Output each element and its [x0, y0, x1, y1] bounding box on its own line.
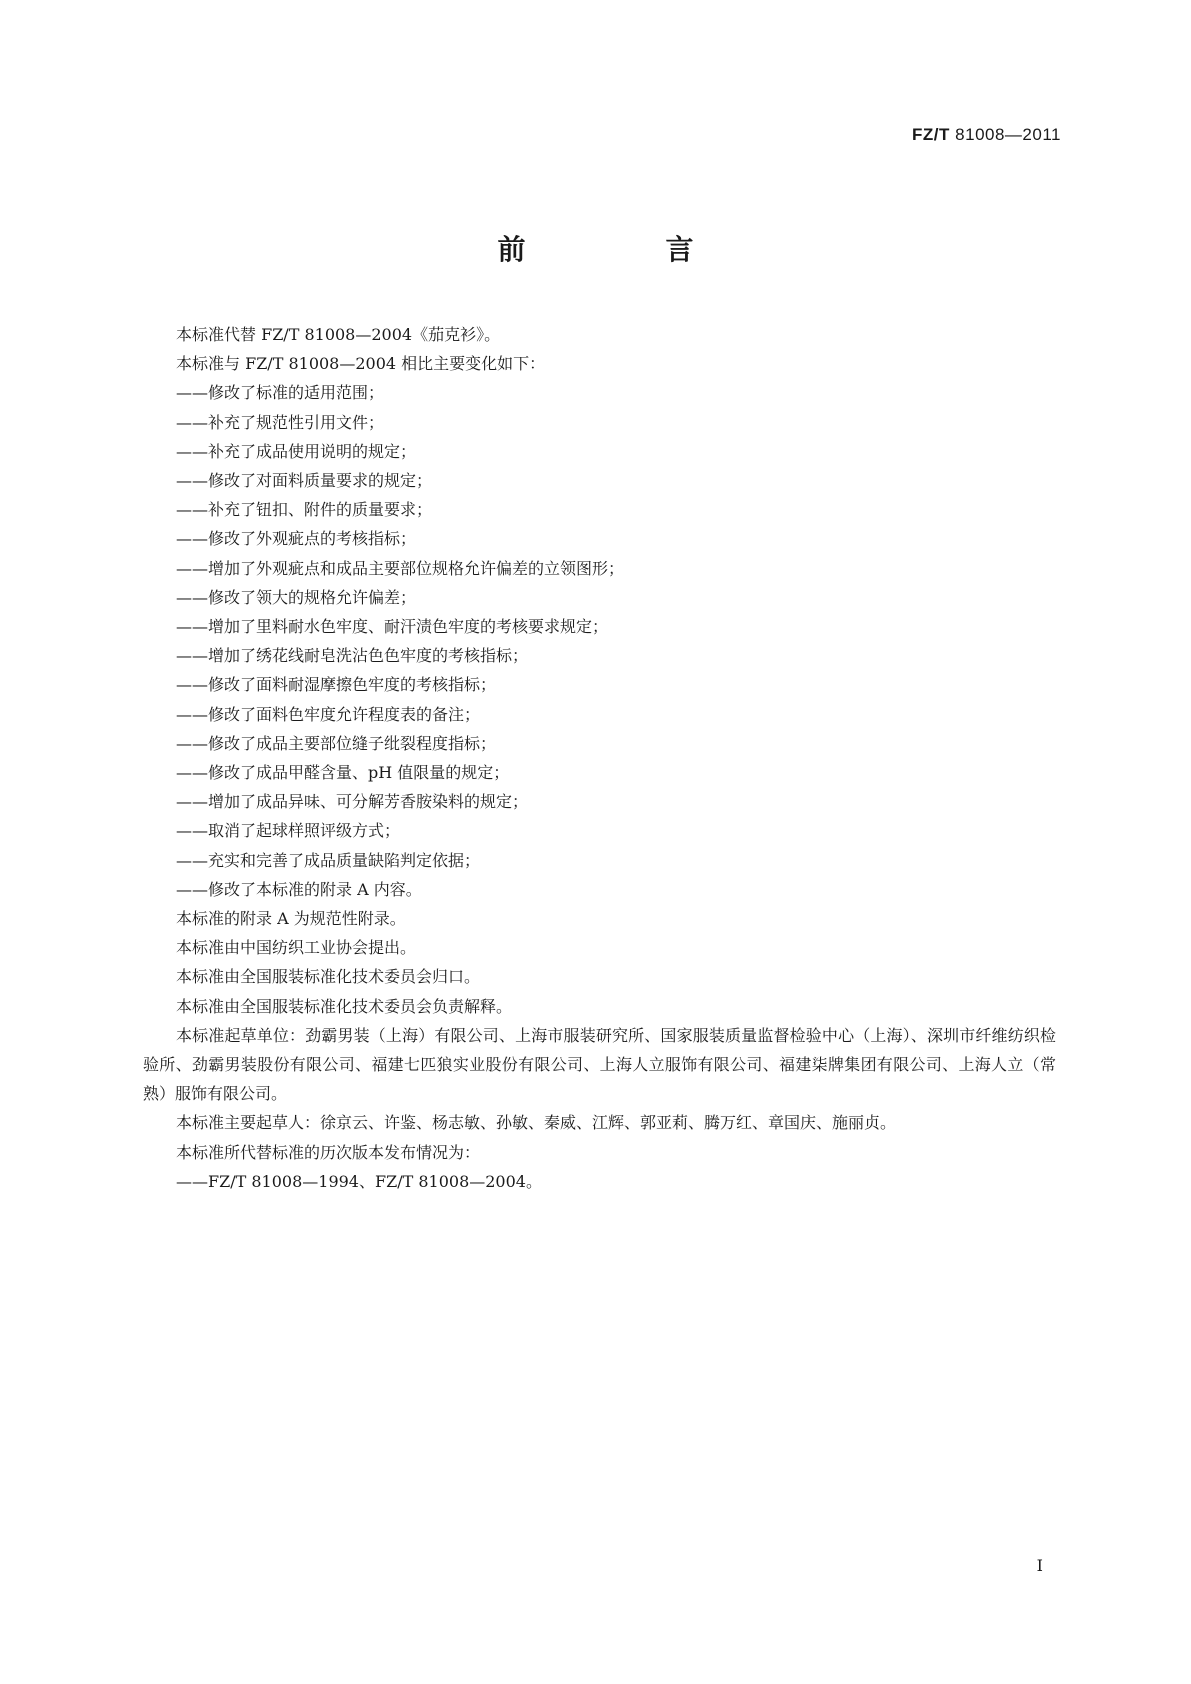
document-code-prefix: FZ/T — [912, 125, 950, 144]
list-item: ——修改了本标准的附录 A 内容。 — [176, 879, 422, 899]
replacement-statement: 本标准代替 FZ/T 81008—2004《茄克衫》。 — [176, 325, 501, 344]
list-item: ——修改了对面料质量要求的规定； — [176, 471, 433, 491]
page-number: I — [1036, 1556, 1043, 1575]
changes-intro: 本标准与 FZ/T 81008—2004 相比主要变化如下： — [176, 354, 546, 374]
foreword-body — [143, 320, 1056, 1196]
list-item: ——修改了成品主要部位缝子纰裂程度指标； — [176, 733, 497, 753]
list-item: ——修改了面料色牢度允许程度表的备注； — [176, 704, 481, 724]
list-item: ——修改了面料耐湿摩擦色牢度的考核指标； — [176, 675, 497, 695]
list-item: ——增加了成品异味、可分解芳香胺染料的规定； — [176, 792, 529, 812]
list-item: ——修改了外观疵点的考核指标； — [176, 529, 417, 549]
changes-list — [176, 378, 1056, 904]
drafters: 本标准主要起草人：徐京云、许鉴、杨志敏、孙敏、秦威、江辉、郭亚莉、腾万红、章国庆、施丽贞。 — [176, 1113, 897, 1133]
document-code — [912, 125, 1061, 145]
list-item: ——补充了规范性引用文件； — [176, 412, 385, 432]
list-item: ——增加了绣花线耐皂洗沾色色牢度的考核指标； — [176, 646, 529, 666]
list-item: ——增加了里料耐水色牢度、耐汗渍色牢度的考核要求规定； — [176, 617, 609, 637]
page-title: 前 言 — [497, 233, 750, 266]
appendix-statement: 本标准的附录 A 为规范性附录。 — [176, 909, 406, 929]
history-intro: 本标准所代替标准的历次版本发布情况为： — [176, 1142, 481, 1162]
list-item: ——修改了成品甲醛含量、pH 值限量的规定； — [176, 763, 510, 783]
list-item: ——取消了起球样照评级方式； — [176, 821, 401, 841]
jurisdiction-statement: 本标准由全国服装标准化技术委员会归口。 — [176, 967, 481, 987]
drafting-units: 本标准起草单位：劲霸男装（上海）有限公司、上海市服装研究所、国家服装质量监督检验中心（上海）、深圳市纤维纺织检验所、劲霸男装股份有限公司、福建七匹狼实业股份有限公司、上海人立服饰有限公司、福建柒牌集团有限公司、上海人立（常熟）服饰有限公司。 — [143, 1025, 1056, 1104]
document-code-number: 81008—2011 — [955, 125, 1061, 144]
proposer-statement: 本标准由中国纺织工业协会提出。 — [176, 938, 417, 958]
history-item: ——FZ/T 81008—1994、FZ/T 81008—2004。 — [176, 1171, 542, 1191]
list-item: ——修改了标准的适用范围； — [176, 383, 385, 403]
list-item: ——补充了钮扣、附件的质量要求； — [176, 500, 433, 520]
list-item: ——修改了领大的规格允许偏差； — [176, 587, 417, 607]
interpretation-statement: 本标准由全国服装标准化技术委员会负责解释。 — [176, 996, 513, 1016]
list-item: ——增加了外观疵点和成品主要部位规格允许偏差的立领图形； — [176, 558, 625, 578]
list-item: ——补充了成品使用说明的规定； — [176, 441, 417, 461]
list-item: ——充实和完善了成品质量缺陷判定依据； — [176, 850, 481, 870]
